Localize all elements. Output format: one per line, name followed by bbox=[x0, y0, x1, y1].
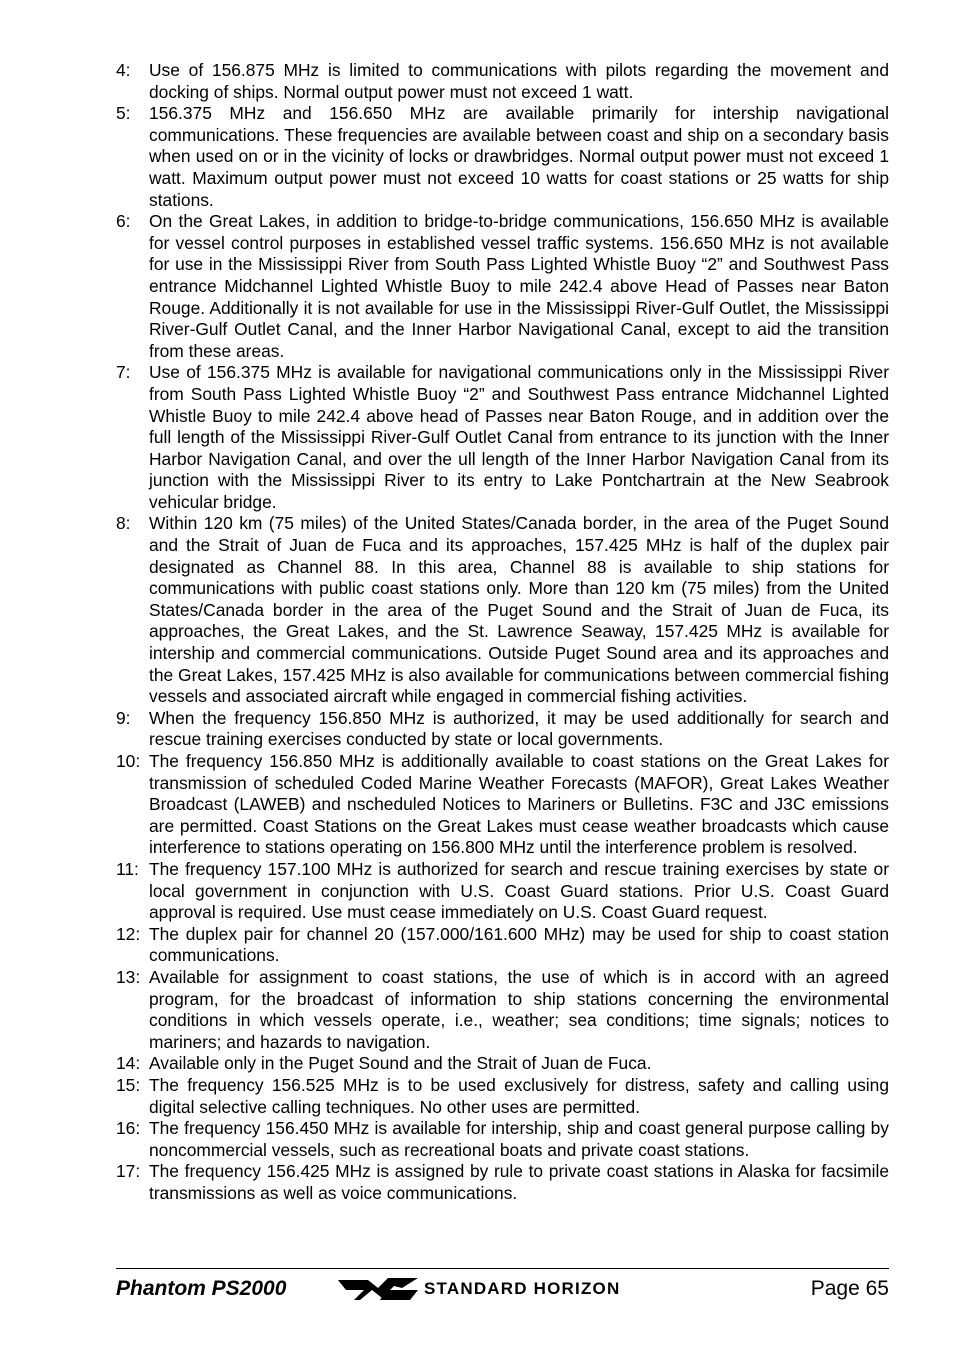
footnote-6 bbox=[116, 211, 889, 362]
footnote-5 bbox=[116, 103, 889, 211]
footnote-number: 8: bbox=[116, 513, 131, 534]
footnote-text: Within 120 km (75 miles) of the United States/Canada border, in the area of the Puget Sound and the Strait of Juan de Fuca and its approaches, 157.425 MHz is half of the duplex pair designated as Channel 88. In this area, Channel 88 is available to ship stations for communications with public coast stations only. More than 120 km (75 miles) from the United States/Canada border in the area of the Puget Sound and the Strait of Juan de Fuca, its approaches, the Great Lakes, and the St. Lawrence Seaway, 157.425 MHz is available for intership and commercial communications. Outside Puget Sound area and its approaches and the Great Lakes, 157.425 MHz is also available for communications between commercial fishing vessels and associated aircraft while engaged in commercial fishing activities. bbox=[149, 513, 889, 707]
footnote-text: The frequency 156.850 MHz is additionally available to coast stations on the Great Lakes for transmission of scheduled Coded Marine Weather Forecasts (MAFOR), Great Lakes Weather Broadcast (LAWEB) and nscheduled Notices to Mariners or Bulletins. F3C and J3C emissions are permitted. Coast Stations on the Great Lakes must cease weather broadcasts which cause interference to stations operating on 156.800 MHz until the interference problem is resolved. bbox=[149, 751, 889, 858]
footnote-12 bbox=[116, 924, 889, 967]
footer-divider bbox=[116, 1268, 889, 1269]
footnote-text: The frequency 156.450 MHz is available for intership, ship and coast general purpose calling by noncommercial vessels, such as recreational boats and private coast stations. bbox=[149, 1118, 889, 1160]
footnote-text: Use of 156.875 MHz is limited to communications with pilots regarding the movement and docking of ships. Normal output power must not exceed 1 watt. bbox=[149, 60, 889, 102]
footnote-number: 17: bbox=[116, 1161, 141, 1182]
footnote-7 bbox=[116, 362, 889, 513]
footnote-number: 10: bbox=[116, 751, 141, 771]
footnote-text: Use of 156.375 MHz is available for navigational communications only in the Mississippi River from South Pass Lighted Whistle Buoy “2” and Southwest Pass entrance Midchannel Lighted Whistle Buoy to mile 242.4 above head of Passes near Baton Rouge, and in addition over the full length of the Mississippi River-Gulf Outlet Canal from entrance to its junction with the Inner Harbor Navigation Canal, and over the ull length of the Inner Harbor Navigation Canal from its junction with the Mississippi River to its entry to Lake Pontchartrain at the New Seabrook vehicular bridge. bbox=[149, 362, 889, 512]
footnote-number: 7: bbox=[116, 362, 131, 383]
footnote-text: On the Great Lakes, in addition to bridge-to-bridge communications, 156.650 MHz is available for vessel control purposes in established vessel traffic systems. 156.650 MHz is not available for use in the Mississippi River from South Pass Lighted Whistle Buoy “2” and Southwest Pass entrance Midchannel Lighted Whistle Buoy to mile 242.4 above Head of Passes near Baton Rouge. Additionally it is not available for use in the Mississippi River-Gulf Outlet, the Mississippi River-Gulf Outlet Canal, and the Inner Harbor Navigational Canal, except to aid the transition from these areas. bbox=[149, 211, 889, 361]
footnote-17 bbox=[116, 1161, 889, 1204]
footnote-8 bbox=[116, 513, 889, 707]
footnote-text: When the frequency 156.850 MHz is authorized, it may be used additionally for search and rescue training exercises conducted by state or local governments. bbox=[149, 707, 889, 750]
footnote-11 bbox=[116, 859, 889, 924]
footnote-number: 12: bbox=[116, 923, 141, 944]
footnote-text: The frequency 156.425 MHz is assigned by rule to private coast stations in Alaska for facsimile transmissions as well as voice communications. bbox=[149, 1161, 889, 1203]
footnotes-list bbox=[116, 60, 889, 1204]
page-footer bbox=[116, 1274, 889, 1306]
footnote-16 bbox=[116, 1118, 889, 1161]
brand-logo bbox=[338, 1276, 620, 1302]
footnote-number: 4: bbox=[116, 60, 131, 80]
footnote-number: 6: bbox=[116, 211, 131, 232]
footnote-number: 5: bbox=[116, 103, 131, 124]
footnote-number: 15: bbox=[116, 1074, 141, 1095]
model-name: Phantom PS2000 bbox=[116, 1277, 287, 1300]
footnote-number: 13: bbox=[116, 966, 141, 987]
footnote-text: The frequency 157.100 MHz is authorized for search and rescue training exercises by state or local government in conjunction with U.S. Coast Guard stations. Prior U.S. Coast Guard approval is required. Use must cease immediately on U.S. Coast Guard request. bbox=[149, 858, 889, 923]
footnote-text: The duplex pair for channel 20 (157.000/161.600 MHz) may be used for ship to coast station communications. bbox=[149, 923, 889, 966]
footnote-number: 14: bbox=[116, 1053, 141, 1074]
footnote-text: 156.375 MHz and 156.650 MHz are available primarily for intership navigational communications. These frequencies are available between coast and ship on a secondary basis when used on or in the vicinity of locks or drawbridges. Normal output power must not exceed 1 watt. Maximum output power must not exceed 10 watts for coast stations or 25 watts for ship stations. bbox=[149, 103, 889, 210]
footnote-number: 9: bbox=[116, 707, 131, 728]
footnote-15 bbox=[116, 1075, 889, 1118]
standard-horizon-wave-logo-icon bbox=[338, 1276, 418, 1302]
footnote-text: Available for assignment to coast stations, the use of which is in accord with an agreed program, for the broadcast of information to ship stations concerning the environmental conditions in which vessels operate, i.e., weather; sea conditions; time signals; notices to mariners; and hazards to navigation. bbox=[149, 966, 889, 1052]
footnote-number: 16: bbox=[116, 1118, 141, 1139]
footnote-14 bbox=[116, 1053, 889, 1075]
footnote-number: 11: bbox=[116, 858, 139, 879]
page-number: Page 65 bbox=[810, 1277, 889, 1300]
footnote-10 bbox=[116, 751, 889, 859]
footnote-4 bbox=[116, 60, 889, 103]
footnote-text: Available only in the Puget Sound and the Strait of Juan de Fuca. bbox=[149, 1053, 652, 1074]
brand-name: STANDARD HORIZON bbox=[424, 1279, 621, 1298]
footnote-text: The frequency 156.525 MHz is to be used exclusively for distress, safety and calling using digital selective calling techniques. No other uses are permitted. bbox=[149, 1074, 889, 1117]
footnote-9 bbox=[116, 708, 889, 751]
footnote-13 bbox=[116, 967, 889, 1053]
